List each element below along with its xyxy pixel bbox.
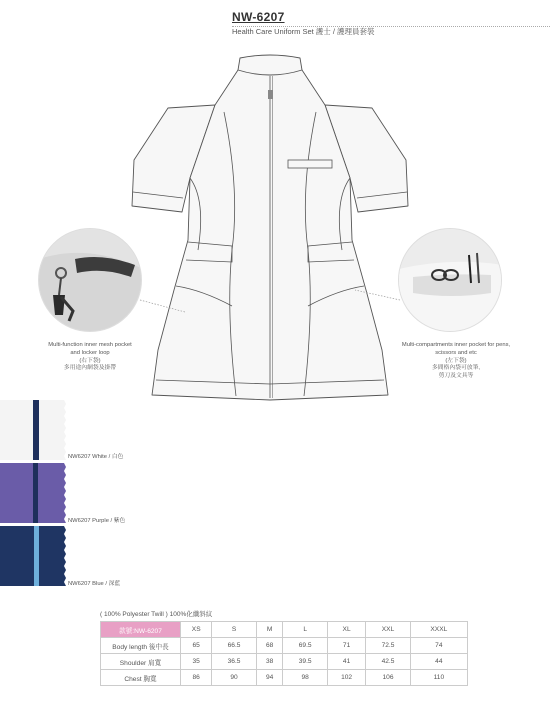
swatch-label-purple: NW6207 Purple / 紫色 [68, 518, 126, 524]
product-subtitle: Health Care Uniform Set 護士 / 護理員套裝 [232, 27, 375, 36]
size-col: XS [181, 622, 212, 638]
table-cell: 39.5 [283, 654, 327, 670]
caption-line: 多用途內網袋及掛帶 [63, 365, 117, 372]
fabric-swatch-purple [0, 463, 68, 525]
caption-line: Multi-compartments inner pocket for pens, [401, 342, 511, 348]
size-col: S [212, 622, 256, 638]
table-cell: 69.5 [283, 638, 327, 654]
feature-caption-compartment-pocket [392, 342, 520, 381]
fabric-composition: ( 100% Polyester Twill ) 100%化纖斜紋 [100, 611, 213, 618]
size-header-row [101, 622, 468, 638]
row-label: Chest 胸寬 [101, 670, 181, 686]
caption-line: 多間格內袋可放筆, [432, 365, 480, 372]
caption-line: and locker loop [70, 349, 110, 356]
size-col: M [256, 622, 283, 638]
table-cell: 98 [283, 670, 327, 686]
table-cell: 42.5 [366, 654, 410, 670]
table-cell: 94 [256, 670, 283, 686]
size-header-label: 款號:NW-6207 [101, 622, 181, 638]
size-chart [100, 621, 468, 686]
caption-line: Multi-function inner mesh pocket [48, 342, 132, 348]
row-label: Shoulder 肩寬 [101, 654, 181, 670]
size-col: L [283, 622, 327, 638]
detail-photo-compartment-pocket [398, 228, 502, 332]
table-cell: 68 [256, 638, 283, 654]
caption-line: 剪刀及文具等 [438, 373, 474, 380]
table-cell: 65 [181, 638, 212, 654]
table-cell: 44 [410, 654, 467, 670]
table-cell: 41 [327, 654, 366, 670]
swatch-label-white: NW6207 White / 白色 [68, 454, 124, 460]
detail-photo-mesh-pocket [38, 228, 142, 332]
caption-line: (右下袋) [79, 357, 101, 364]
table-cell: 102 [327, 670, 366, 686]
fabric-swatch-white [0, 400, 68, 462]
table-cell: 90 [212, 670, 256, 686]
table-cell: 35 [181, 654, 212, 670]
table-cell: 72.5 [366, 638, 410, 654]
fabric-swatch-blue [0, 526, 68, 588]
table-row [101, 670, 468, 686]
table-row [101, 654, 468, 670]
table-cell: 36.5 [212, 654, 256, 670]
table-cell: 110 [410, 670, 467, 686]
feature-caption-mesh-pocket [30, 342, 150, 373]
table-cell: 38 [256, 654, 283, 670]
row-label: Body length 後中長 [101, 638, 181, 654]
size-col: XXL [366, 622, 410, 638]
caption-line: scissors and etc [435, 349, 477, 356]
size-col: XXXL [410, 622, 467, 638]
swatch-label-blue: NW6207 Blue / 深藍 [68, 581, 121, 587]
table-cell: 74 [410, 638, 467, 654]
table-cell: 86 [181, 670, 212, 686]
table-cell: 71 [327, 638, 366, 654]
size-col: XL [327, 622, 366, 638]
product-code: NW-6207 [232, 10, 285, 24]
table-cell: 66.5 [212, 638, 256, 654]
table-row [101, 638, 468, 654]
table-cell: 106 [366, 670, 410, 686]
caption-line: (左下袋) [445, 357, 467, 364]
